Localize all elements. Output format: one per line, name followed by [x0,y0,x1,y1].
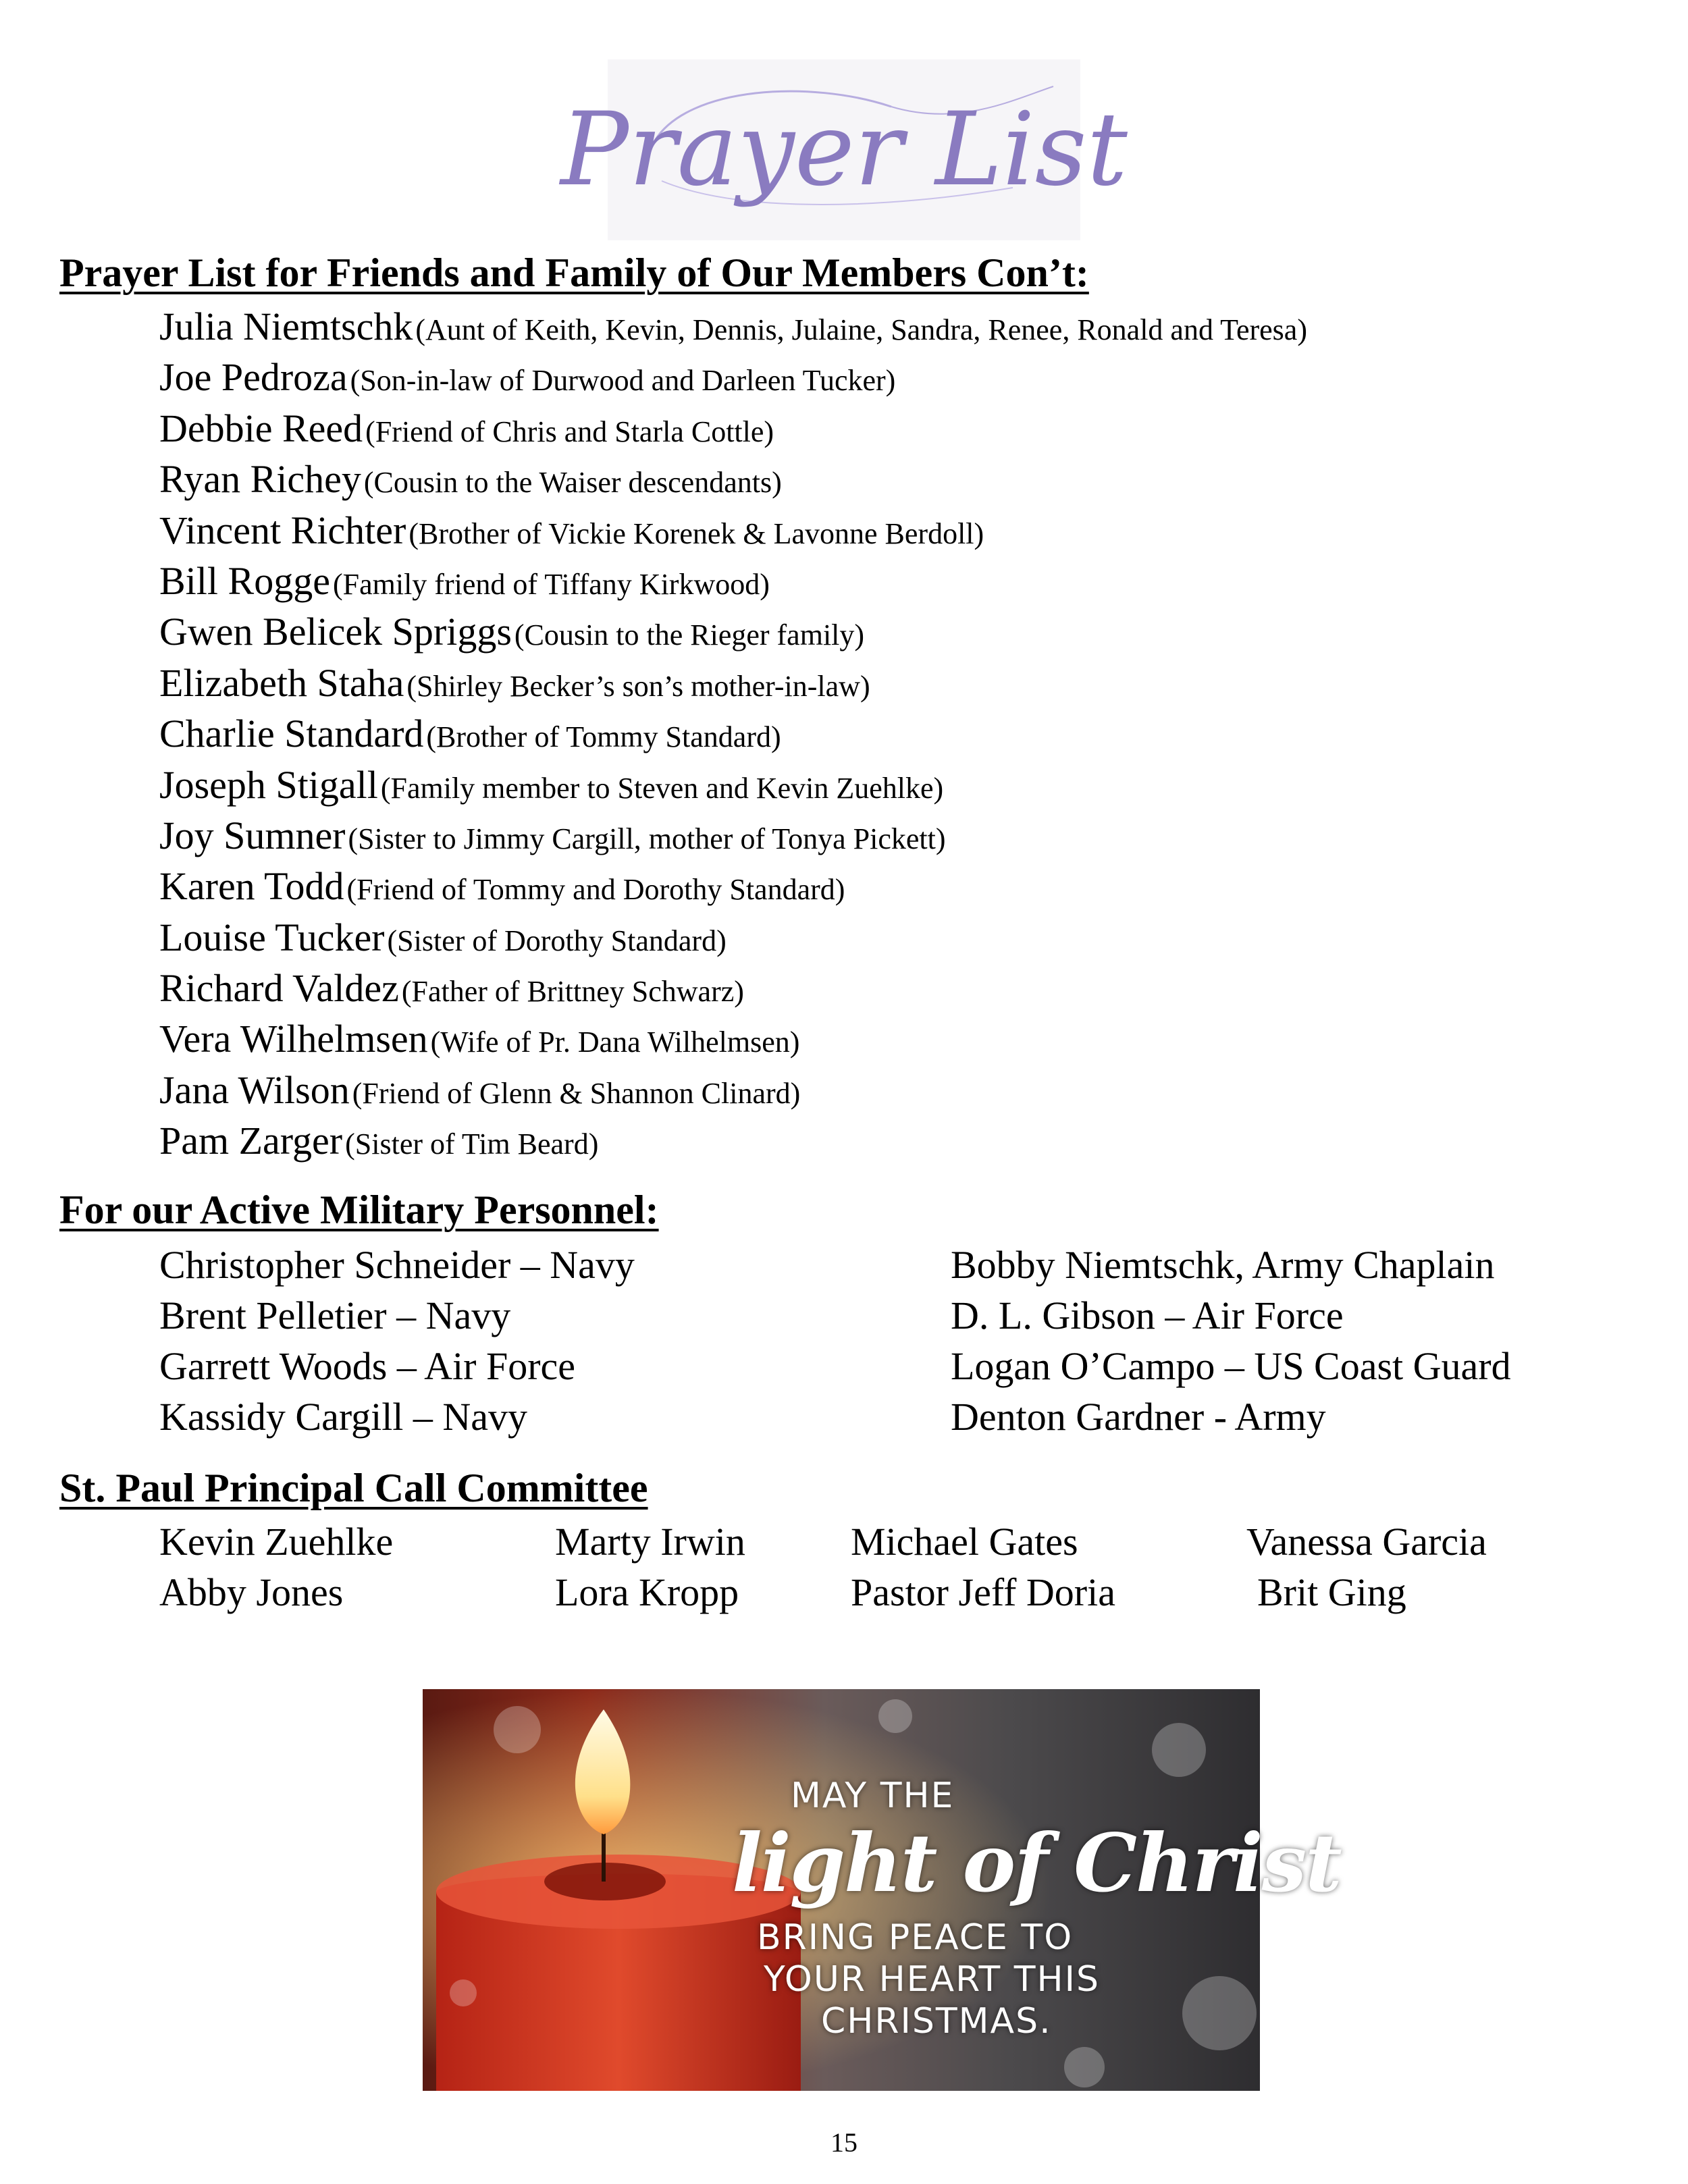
prayer-person-name: Pam Zarger [159,1119,343,1163]
committee-member: Michael Gates [851,1520,1078,1564]
prayer-person-name: Ryan Richey [159,457,361,502]
prayer-person-name: Joe Pedroza [159,355,348,400]
prayer-list-logo-art [560,59,1128,240]
card-text-line: MAY THE [791,1776,955,1816]
prayer-person-relation: (Aunt of Keith, Kevin, Dennis, Julaine, Sandra, Renee, Ronald and Teresa) [415,313,1307,346]
prayer-list-item [159,352,1307,402]
prayer-list-item [159,301,1307,352]
prayer-person-name: Gwen Belicek Spriggs [159,610,512,654]
prayer-list-item [159,861,1307,911]
military-entry: Logan O’Campo – US Coast Guard [951,1344,1511,1388]
military-entry: Denton Gardner - Army [951,1395,1326,1439]
prayer-person-relation: (Family friend of Tiffany Kirkwood) [332,567,770,601]
prayer-person-relation: (Brother of Vickie Korenek & Lavonne Berdoll) [408,516,984,550]
prayer-person-name: Charlie Standard [159,712,424,756]
prayer-person-name: Bill Rogge [159,558,330,603]
card-text-line: YOUR HEART THIS [764,1959,1100,2000]
card-message [423,1689,1341,2091]
prayer-list-item [159,963,1307,1013]
prayer-person-relation: (Friend of Glenn & Shannon Clinard) [352,1076,801,1110]
friends-family-heading: Prayer List for Friends and Family of Our Members Con’t: [59,250,1089,295]
military-list-left [159,1240,635,1442]
prayer-person-name: Vincent Richter [159,508,406,552]
prayer-list-item [159,912,1307,963]
committee-member: Brit Ging [1257,1570,1406,1614]
committee-member: Marty Irwin [555,1520,745,1564]
committee-member: Kevin Zuehlke [159,1520,394,1564]
military-entry: Christopher Schneider – Navy [159,1243,635,1287]
committee-row [159,1516,1577,1567]
committee-member: Pastor Jeff Doria [851,1570,1115,1614]
card-text-line: CHRISTMAS. [821,2001,1052,2042]
prayer-person-name: Jana Wilson [159,1067,350,1112]
prayer-person-relation: (Friend of Chris and Starla Cottle) [365,415,774,448]
committee-row [159,1567,1577,1618]
logo-text: Prayer List [560,91,1128,209]
prayer-person-relation: (Son-in-law of Durwood and Darleen Tucker) [350,364,896,398]
committee-grid [159,1516,1577,1618]
prayer-person-relation: (Wife of Pr. Dana Wilhelmsen) [430,1026,800,1059]
prayer-person-name: Louise Tucker [159,915,385,959]
military-heading: For our Active Military Personnel: [59,1188,659,1232]
prayer-list [159,301,1307,1167]
prayer-list-item [159,556,1307,606]
prayer-list-item [159,1115,1307,1166]
prayer-person-name: Joy Sumner [159,813,346,857]
prayer-person-name: Richard Valdez [159,966,399,1011]
prayer-person-relation: (Family member to Steven and Kevin Zuehlke) [380,771,944,805]
prayer-person-relation: (Shirley Becker’s son’s mother-in-law) [406,669,870,703]
military-list-right [951,1240,1511,1442]
prayer-person-name: Joseph Stigall [159,762,378,807]
committee-heading: St. Paul Principal Call Committee [59,1466,648,1510]
page-number: 15 [830,2127,858,2158]
military-entry: Garrett Woods – Air Force [159,1344,576,1388]
prayer-person-name: Debbie Reed [159,406,363,450]
christmas-candle-image [423,1689,1341,2091]
prayer-person-relation: (Sister to Jimmy Cargill, mother of Tonya Pickett) [348,822,946,855]
committee-member: Abby Jones [159,1570,344,1614]
committee-member: Lora Kropp [555,1570,739,1614]
military-entry: Bobby Niemtschk, Army Chaplain [951,1243,1495,1287]
prayer-person-relation: (Friend of Tommy and Dorothy Standard) [346,873,845,907]
prayer-list-item [159,658,1307,708]
prayer-person-name: Karen Todd [159,864,344,909]
prayer-person-name: Elizabeth Staha [159,660,404,705]
prayer-person-relation: (Brother of Tommy Standard) [426,720,781,754]
prayer-person-name: Julia Niemtschk [159,304,413,348]
prayer-list-item [159,760,1307,810]
prayer-list-item [159,1013,1307,1064]
military-entry: Kassidy Cargill – Navy [159,1395,528,1439]
prayer-list-item [159,606,1307,657]
military-entry: Brent Pelletier – Navy [159,1294,511,1337]
prayer-person-relation: (Cousin to the Waiser descendants) [363,466,782,500]
prayer-list-item [159,810,1307,861]
prayer-person-relation: (Sister of Tim Beard) [345,1127,599,1161]
prayer-list-item [159,403,1307,454]
prayer-list-logo [560,59,1128,240]
prayer-person-relation: (Father of Brittney Schwarz) [401,975,744,1009]
card-text-line: BRING PEACE TO [757,1917,1074,1958]
prayer-person-name: Vera Wilhelmsen [159,1017,428,1061]
prayer-list-item [159,1065,1307,1115]
committee-member: Vanessa Garcia [1246,1520,1487,1564]
military-entry: D. L. Gibson – Air Force [951,1294,1344,1337]
prayer-list-item [159,454,1307,504]
prayer-list-item [159,708,1307,759]
prayer-list-item [159,505,1307,556]
prayer-person-relation: (Cousin to the Rieger family) [514,618,865,652]
prayer-person-relation: (Sister of Dorothy Standard) [387,924,727,957]
card-text-script: light of Christ [732,1816,1341,1910]
